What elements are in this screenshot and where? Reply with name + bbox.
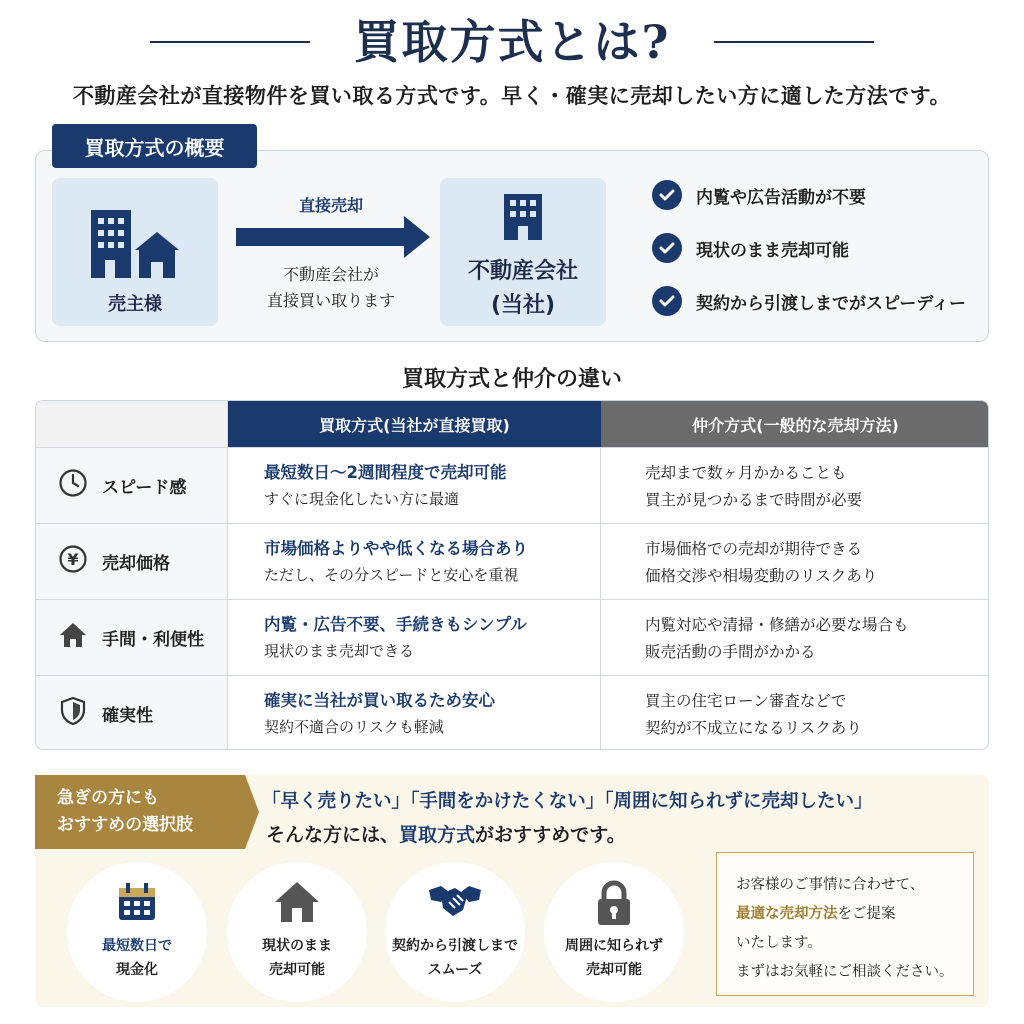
check-icon — [652, 180, 682, 210]
calendar-icon — [67, 880, 207, 924]
page-subtitle: 不動産会社が直接物件を買い取る方式です。早く・確実に売却したい方に適した方法です。 — [72, 83, 952, 108]
page-title: 買取方式とは? — [353, 15, 671, 69]
table-row — [36, 523, 989, 599]
benefit-item — [227, 862, 367, 1002]
check-icon — [652, 233, 682, 263]
arrow-right-icon — [404, 216, 430, 258]
arrow-label: 直接売却 — [298, 196, 363, 215]
check-item — [652, 180, 866, 210]
shield-icon — [58, 696, 88, 731]
broker-text: 市場価格での売却が期待できる — [645, 540, 863, 558]
company-label-1: 不動産会社 — [467, 259, 578, 284]
benefit-label: 売却可能 — [269, 962, 325, 978]
overview-tab: 買取方式の概要 — [52, 124, 257, 168]
clock-icon — [58, 468, 88, 503]
check-item — [652, 286, 966, 316]
benefit-label: 周囲に知られず — [565, 938, 663, 954]
lock-icon — [544, 880, 684, 926]
benefit-label: 現金化 — [116, 962, 158, 978]
row-label: 手間・利便性 — [102, 630, 204, 650]
company-card — [440, 178, 606, 326]
buy-sub-text: すぐに現金化したい方に最適 — [264, 490, 460, 508]
house-icon — [58, 620, 88, 655]
table-row — [36, 447, 989, 523]
consult-text: お客様のご事情に合わせて、 — [736, 877, 925, 893]
recommend-line: そんな方には、買取方式がおすすめです。 — [266, 824, 626, 846]
buy-main-text: 市場価格よりやや低くなる場合あり — [264, 539, 528, 558]
benefit-label: 現状のまま — [262, 938, 332, 954]
broker-text: 売却まで数ヶ月かかることも — [645, 464, 847, 482]
check-label: 現状のまま売却可能 — [696, 240, 849, 261]
check-item — [652, 233, 849, 263]
check-icon — [652, 286, 682, 316]
yen-icon — [58, 544, 88, 579]
table-header-broker: 仲介方式(一般的な売却方法) — [601, 401, 989, 447]
broker-text: 販売活動の手間がかかる — [645, 643, 816, 661]
buy-main-text: 確実に当社が買い取るため安心 — [264, 691, 495, 710]
broker-text: 契約が不成立になるリスクあり — [645, 719, 862, 737]
table-row — [36, 599, 989, 675]
check-label: 契約から引渡しまでがスピーディー — [696, 293, 966, 314]
arrow-shaft — [236, 228, 406, 246]
benefit-item — [67, 862, 207, 1002]
benefit-item — [385, 862, 525, 1002]
arrow-description: 不動産会社が 直接買い取ります — [266, 265, 395, 310]
recommend-quote: 「早く売りたい」「手間をかけたくない」「周囲に知られずに売却したい」 — [262, 791, 873, 812]
benefit-label: 契約から引渡しまで — [392, 938, 518, 954]
table-row — [36, 675, 989, 750]
company-label-2: (当社) — [490, 293, 556, 318]
buy-sub-text: 契約不適合のリスクも軽減 — [264, 718, 444, 736]
benefit-label: 最短数日で — [102, 938, 172, 954]
table-header-blank — [36, 401, 228, 447]
buy-main-text: 内覧・広告不要、手続きもシンプル — [264, 615, 527, 634]
benefit-label: スムーズ — [427, 962, 483, 978]
handshake-icon — [385, 880, 525, 924]
recommend-tag: 急ぎの方にも おすすめの選択肢 — [35, 775, 245, 849]
benefit-label: 売却可能 — [586, 962, 642, 978]
buy-sub-text: ただし、その分スピードと安心を重視 — [264, 566, 519, 584]
building-icon — [500, 192, 546, 244]
comparison-heading: 買取方式と仲介の違い — [401, 366, 622, 392]
svg-text:¥: ¥ — [67, 550, 79, 569]
benefit-item — [544, 862, 684, 1002]
broker-text: 価格交渉や相場変動のリスクあり — [645, 567, 878, 585]
broker-text: 買主の住宅ローン審査などで — [645, 692, 847, 710]
row-label: 確実性 — [102, 706, 153, 726]
recommend-tag-tip — [245, 775, 259, 849]
building-house-icon — [87, 206, 183, 282]
table-header-buy: 買取方式(当社が直接買取) — [228, 401, 601, 447]
house-icon — [227, 880, 367, 924]
consult-box — [716, 852, 974, 996]
comparison-table — [35, 400, 989, 750]
row-label: 売却価格 — [102, 554, 170, 574]
check-label: 内覧や広告活動が不要 — [696, 187, 866, 208]
consult-text: 最適な売却方法をご提案 — [736, 906, 896, 922]
seller-card — [52, 178, 218, 326]
buy-main-text: 最短数日〜2週間程度で売却可能 — [264, 463, 507, 482]
seller-label: 売主様 — [108, 294, 162, 315]
broker-text: 買主が見つかるまで時間が必要 — [645, 491, 863, 509]
consult-text: まずはお気軽にご相談ください。 — [736, 964, 954, 980]
broker-text: 内覧対応や清掃・修繕が必要な場合も — [645, 616, 909, 634]
buy-sub-text: 現状のまま売却できる — [264, 642, 415, 660]
consult-text: いたします。 — [736, 935, 822, 951]
row-label: スピード感 — [102, 478, 187, 498]
